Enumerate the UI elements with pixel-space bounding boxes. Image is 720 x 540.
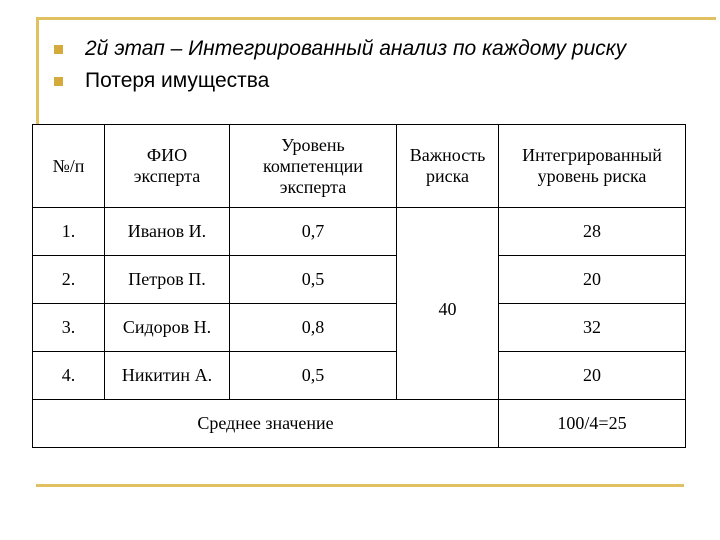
table-row [33, 352, 686, 400]
cell-num: 4. [33, 352, 105, 400]
decorative-rule-top [36, 17, 716, 20]
cell-name: Петров П. [105, 256, 230, 304]
table-row [33, 304, 686, 352]
bullet-text: Потеря имущества [85, 69, 270, 92]
cell-importance-merged: 40 [397, 208, 499, 400]
risk-analysis-table [32, 124, 686, 448]
decorative-rule-bottom [36, 484, 684, 487]
cell-competence: 0,7 [230, 208, 397, 256]
cell-name: Иванов И. [105, 208, 230, 256]
cell-integrated: 28 [499, 208, 686, 256]
cell-num: 2. [33, 256, 105, 304]
cell-competence: 0,5 [230, 352, 397, 400]
cell-integrated: 20 [499, 352, 686, 400]
table-header-row [33, 125, 686, 208]
table-footer-row [33, 400, 686, 448]
cell-integrated: 20 [499, 256, 686, 304]
footer-value: 100/4=25 [499, 400, 686, 448]
cell-competence: 0,5 [230, 256, 397, 304]
cell-integrated: 32 [499, 304, 686, 352]
decorative-rule-left [36, 17, 39, 125]
header-num: №/п [33, 125, 105, 208]
table-row [33, 208, 686, 256]
header-competence: Уровень компетенции эксперта [230, 125, 397, 208]
cell-competence: 0,8 [230, 304, 397, 352]
bullet-item-stage [54, 33, 626, 65]
bullet-item-topic [54, 65, 626, 97]
cell-num: 3. [33, 304, 105, 352]
header-importance: Важность риска [397, 125, 499, 208]
bullet-square-icon [54, 77, 63, 86]
cell-num: 1. [33, 208, 105, 256]
cell-name: Никитин А. [105, 352, 230, 400]
table-row [33, 256, 686, 304]
bullet-square-icon [54, 45, 63, 54]
header-fio: ФИО эксперта [105, 125, 230, 208]
header-integrated: Интегрированный уровень риска [499, 125, 686, 208]
cell-name: Сидоров Н. [105, 304, 230, 352]
bullet-list [54, 33, 626, 97]
footer-label: Среднее значение [33, 400, 499, 448]
bullet-text: 2й этап – Интегрированный анализ по каждому риску [85, 37, 627, 60]
